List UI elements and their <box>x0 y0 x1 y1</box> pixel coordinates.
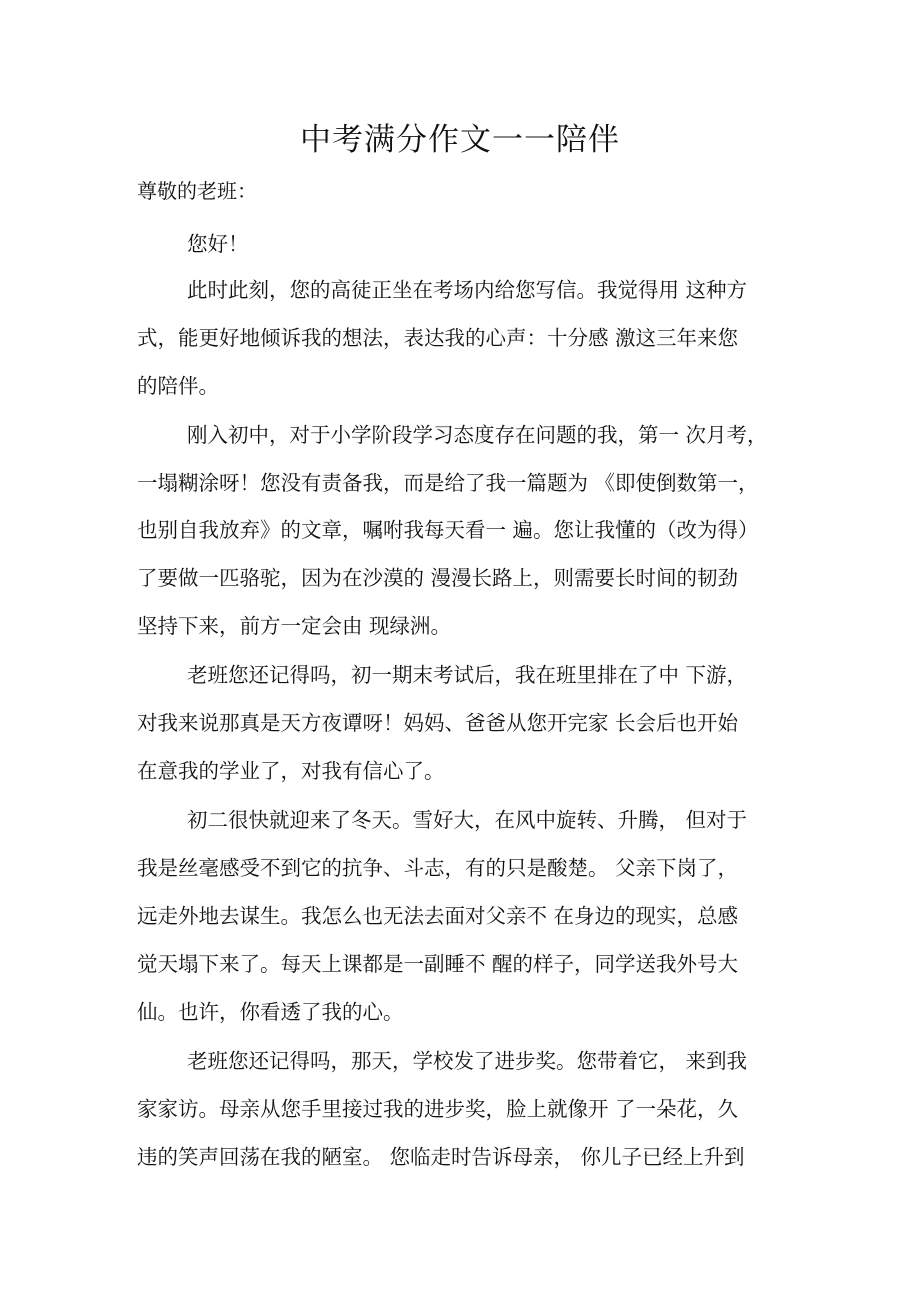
paragraph-1-line-1: 此时此刻，您的高徒正坐在考场内给您写信。我觉得用 这种方 <box>187 278 748 302</box>
paragraph-4-line-3: 远走外地去谋生。我怎么也无法去面对父亲不 在身边的现实，总感 <box>137 904 739 928</box>
salutation: 尊敬的老班： <box>137 179 257 203</box>
paragraph-2-line-1: 刚入初中，对于小学阶段学习态度存在问题的我，第一 次月考， <box>187 423 768 447</box>
paragraph-4-line-1: 初二很快就迎来了冬天。雪好大，在风中旋转、升腾， 但对于 <box>187 808 748 832</box>
paragraph-1-line-2: 式，能更好地倾诉我的想法，表达我的心声：十分感 激这三年来您 <box>137 326 739 350</box>
paragraph-3-line-2: 对我来说那真是天方夜谭呀！妈妈、爸爸从您开完家 长会后也开始 <box>137 711 739 735</box>
document-title: 中考满分作文一一陪伴 <box>300 122 620 158</box>
paragraph-2-line-2: 一塌糊涂呀！您没有责备我，而是给了我一篇题为 《即使倒数第一， <box>137 471 759 495</box>
paragraph-2-line-4: 了要做一匹骆驼，因为在沙漠的 漫漫长路上，则需要长时间的韧劲 <box>137 566 739 590</box>
paragraph-3-line-1: 老班您还记得吗，初一期末考试后，我在班里排在了中 下游， <box>187 663 748 687</box>
paragraph-5-line-1: 老班您还记得吗，那天，学校发了进步奖。您带着它， 来到我 <box>187 1049 748 1073</box>
paragraph-5-line-3: 违的笑声回荡在我的陋室。 您临走时告诉母亲， 你儿子已经上升到 <box>137 1145 745 1169</box>
paragraph-4-line-4: 觉天塌下来了。每天上课都是一副睡不 醒的样子，同学送我外号大 <box>137 952 739 976</box>
paragraph-1-line-3: 的陪伴。 <box>137 374 219 398</box>
paragraph-3-line-3: 在意我的学业了，对我有信心了。 <box>137 759 445 783</box>
paragraph-2-line-5: 坚持下来，前方一定会由 现绿洲。 <box>137 614 452 638</box>
paragraph-4-line-2: 我是丝毫感受不到它的抗争、斗志，有的只是酸楚。 父亲下岗了， <box>137 856 739 880</box>
paragraph-5-line-2: 家家访。母亲从您手里接过我的进步奖，脸上就像开 了一朵花，久 <box>137 1097 739 1121</box>
paragraph-2-line-3: 也别自我放弃》的文章，嘱咐我每天看一 遍。您让我懂的（改为得） <box>137 518 759 542</box>
greeting: 您好！ <box>187 232 249 256</box>
paragraph-4-line-5: 仙。也许，你看透了我的心。 <box>137 1000 404 1024</box>
